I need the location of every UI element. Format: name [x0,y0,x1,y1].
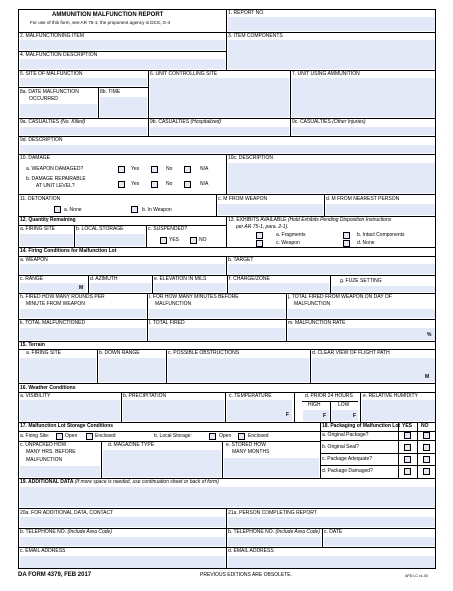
weapon-damaged-label: a. WEAPON DAMAGED? [26,166,84,172]
detonation-label: 11. DETONATION [20,196,61,202]
repairable-na-checkbox[interactable] [184,181,191,188]
azimuth-label: d. AZIMUTH [90,276,118,282]
damage-description-field[interactable] [228,163,435,193]
repairable-no-checkbox[interactable] [151,181,158,188]
weather-label: 16. Weather Conditions [20,385,76,391]
local-storage-enclosed-checkbox[interactable] [238,433,245,440]
person-completing-label: 21a. PERSON COMPLETING REPORT [228,510,317,516]
report-no-field[interactable] [228,17,435,31]
date-label-2: OCCURRED [29,96,58,102]
malfunction-rate-label: m. MALFUNCTION RATE [288,320,346,326]
prior-24-low-label: LOW [338,402,350,408]
firing-site-open-checkbox[interactable] [56,433,63,440]
package-adequate-yes[interactable] [404,456,411,463]
contact-field[interactable] [20,517,225,527]
completer-phone-field[interactable] [228,537,321,546]
contact-email-field[interactable] [20,556,225,568]
hospitalized-label: 9b. CASUALTIES (Hospitalized) [150,119,222,125]
package-damaged-no[interactable] [423,468,430,475]
damage-description-label: 10c. DESCRIPTION [228,155,274,161]
packaging-label: 18. Packaging of Malfunction Lot [322,423,401,429]
azimuth-field[interactable] [90,283,151,292]
contact-phone-field[interactable] [20,537,225,546]
malfunction-rate-unit: % [427,332,432,338]
package-damaged-yes[interactable] [404,468,411,475]
malfunction-description-label: 4. MALFUNCTION DESCRIPTION [20,52,98,58]
damage-repairable-label-2: AT UNIT LEVEL? [36,183,75,189]
date-completed-label: c. DATE [324,529,343,535]
exhibit-fragments-checkbox[interactable] [256,232,263,239]
detonation-none-checkbox[interactable] [54,206,61,213]
terrain-firing-site-field[interactable] [20,358,96,382]
minutes-before-label: i. FOR HOW MANY MINUTES BEFORE [149,294,239,300]
m-from-weapon-label: c. M FROM WEAPON [218,196,268,202]
temperature-field[interactable] [227,400,292,421]
version-tag: APD LC v1.00 [405,574,428,578]
repairable-na-label: N/A [200,181,209,187]
minutes-before-field[interactable] [149,309,285,318]
report-no-label: 1. REPORT NO. [228,10,265,16]
humidity-label: e. RELATIVE HUMIDITY [363,393,418,399]
clear-view-unit: M [425,374,430,380]
detonation-weapon-checkbox[interactable] [131,206,138,213]
obsolete-notice: PREVIOUS EDITIONS ARE OBSOLETE. [200,572,292,578]
range-field[interactable] [20,283,86,292]
malfunction-description-field[interactable] [20,59,225,69]
injuries-field[interactable] [292,127,435,135]
firing-site-enclosed-label: Enclosed [95,433,116,439]
weapon-damaged-no-checkbox[interactable] [151,166,158,173]
magazine-type-field[interactable] [103,450,221,477]
range-unit: M [79,285,84,291]
weapon-damaged-na-checkbox[interactable] [184,166,191,173]
clear-view-field[interactable] [312,358,435,382]
range-label: c. RANGE [20,276,44,282]
malfunctioning-item-label: 2. MALFUNCTIONING ITEM [20,33,84,39]
suspended-label: c. SUSPENDED? [148,226,188,232]
form-subtitle: For use of this form, see AR 75-1; the proponent agency is DCS, G-4 [30,20,171,25]
exhibits-label: 13. EXHIBITS AVAILABLE (Hold Exhibits Pending Disposition Instructions [228,217,392,223]
repairable-yes-label: Yes [131,181,140,187]
time-field[interactable] [100,97,147,117]
weapon-damaged-yes-checkbox[interactable] [118,166,125,173]
clear-view-label: d. CLEAR VIEW OF FLIGHT PATH [312,350,390,356]
local-storage-open-checkbox[interactable] [209,433,216,440]
total-fired-label: l. TOTAL FIRED [149,320,185,326]
exhibit-none-label: d. None [357,240,375,246]
damage-repairable-label: b. DAMAGE REPAIRABLE [26,176,86,182]
malfunctioning-item-field[interactable] [20,40,225,50]
damage-label: 10. DAMAGE [20,155,51,161]
total-malfunctioned-field[interactable] [20,328,146,340]
down-range-field[interactable] [99,358,165,382]
prior-24-label: d. PRIOR 24 HOURS [305,393,353,399]
terrain-firing-site-label: a. FIRING SITE [26,350,62,356]
date-field[interactable] [20,104,97,117]
weapon-damaged-no-label: No [166,166,173,172]
rounds-per-minute-label: h. FIRED HOW MANY ROUNDS PER [20,294,105,300]
fuze-setting-label: g. FUZE SETTING [340,278,382,284]
repairable-no-label: No [166,181,173,187]
packaging-no-header: NO [421,423,429,429]
visibility-field[interactable] [20,400,120,421]
suspended-no-checkbox[interactable] [190,237,197,244]
temperature-label: c. TEMPERATURE [229,393,272,399]
fuze-setting-field[interactable] [332,286,435,292]
unit-controlling-label: 6. UNIT CONTROLLING SITE [150,71,218,77]
m-from-person-label: d. M FROM NEAREST PERSON [326,196,400,202]
stored-months-field[interactable] [224,458,319,477]
completer-phone-label: b. TELEPHONE NO. (Include Area Code) [228,529,320,535]
prior-24-high-label: HIGH [308,402,321,408]
exhibit-fragments-label: a. Fragments [276,232,306,238]
total-malfunctioned-label: k. TOTAL MALFUNCTIONED [20,320,86,326]
precipitation-field[interactable] [123,400,224,421]
rounds-per-minute-label-2: MINUTE FROM WEAPON [26,301,85,307]
down-range-label: b. DOWN RANGE [99,350,140,356]
minutes-before-label-2: MALFUNCTION [155,301,192,307]
original-package-yes[interactable] [404,432,411,439]
target-label: b. TARGET [228,257,254,263]
original-seal-no[interactable] [423,444,430,451]
package-adequate-no[interactable] [423,456,430,463]
package-damaged-label: d. Package Damaged? [322,468,373,474]
killed-label: 9a. CASUALTIES (No. Killed) [20,119,86,125]
m-from-person-field[interactable] [326,204,435,215]
qty-local-storage-label: b. LOCAL STORAGE [76,226,124,232]
temperature-unit: F [286,412,290,418]
date-label: 8a. DATE MALFUNCTION [20,89,79,95]
additional-data-field[interactable] [20,487,435,507]
malfunction-rate-field[interactable] [288,328,435,340]
unit-controlling-field[interactable] [150,78,289,117]
local-storage-enclosed-label: Enclosed [248,433,269,439]
unit-using-field[interactable] [292,78,435,117]
packaging-yes-header: YES [402,423,413,429]
unit-using-label: 7. UNIT USING AMMUNITION [292,71,360,77]
qty-firing-site-label: a. FIRING SITE [20,226,56,232]
original-package-label: a. Original Package? [322,432,369,438]
weapon-damaged-na-label: N/A [200,166,209,172]
firing-site-enclosed-checkbox[interactable] [86,433,93,440]
obstructions-field[interactable] [168,358,309,382]
m-from-weapon-field[interactable] [218,204,323,215]
firing-conditions-label: 14. Firing Conditions for Malfunction Lot [20,248,117,254]
form-number: DA FORM 4379, FEB 2017 [18,572,92,578]
humidity-field[interactable] [362,400,435,421]
time-label: 8b. TIME [100,89,121,95]
charge-zone-field[interactable] [229,283,329,292]
site-field[interactable] [20,78,147,86]
weapon-label: a. WEAPON [20,257,48,263]
detonation-weapon-label: b. In Weapon [142,207,172,213]
total-fired-field[interactable] [149,328,285,340]
precipitation-label: b. PRECIPITATION [123,393,167,399]
contact-label: 20a. FOR ADDITIONAL DATA, CONTACT [20,510,114,516]
unpacked-hours-field[interactable] [20,466,100,477]
hospitalized-field[interactable] [150,127,289,135]
suspended-yes-label: YES [169,237,180,243]
prior-24-high-unit: F [323,413,327,419]
original-package-no[interactable] [423,432,430,439]
stored-months-label-2: MANY MONTHS [232,449,270,455]
site-label: 5. SITE OF MALFUNCTION [20,71,83,77]
elevation-field[interactable] [154,283,226,292]
contact-phone-label: b. TELEPHONE NO. (Include Area Code) [20,529,112,535]
total-fired-day-label-2: MALFUNCTION [294,301,331,307]
form-title: AMMUNITION MALFUNCTION REPORT [52,12,164,18]
injuries-label: 9c. CASUALTIES (Other Injuries) [292,119,366,125]
completer-email-field[interactable] [228,556,435,568]
suspended-yes-checkbox[interactable] [160,237,167,244]
storage-conditions-label: 17. Malfunction Lot Storage Conditions [20,423,114,429]
repairable-yes-checkbox[interactable] [118,181,125,188]
person-completing-field[interactable] [228,517,435,527]
terrain-label: 15. Terrain [20,342,45,348]
rounds-per-minute-field[interactable] [20,309,146,318]
unpacked-hours-label-3: MALFUNCTION [26,457,63,463]
firing-site-open-label: Open [65,433,78,439]
casualty-description-label: 9d. DESCRIPTION [20,137,63,143]
casualty-description-field[interactable] [20,145,435,153]
exhibit-weapon-checkbox[interactable] [256,240,263,247]
exhibit-intact-checkbox[interactable] [343,232,350,239]
original-seal-label: b. Original Seal? [322,444,359,450]
original-seal-yes[interactable] [404,444,411,451]
exhibit-none-checkbox[interactable] [343,240,350,247]
completer-email-label: d. EMAIL ADDRESS [228,548,274,554]
contact-email-label: c. EMAIL ADDRESS [20,548,66,554]
qty-local-storage-field[interactable] [76,234,145,246]
elevation-label: e. ELEVATION IN MILS [154,276,207,282]
exhibits-label-2: per AR 75-1, para. 2-1). [236,224,289,230]
weapon-field[interactable] [20,264,225,274]
total-fired-day-field[interactable] [288,309,435,318]
prior-24-low-unit: F [353,413,357,419]
item-components-field[interactable] [228,40,435,69]
additional-data-label: 19. ADDITIONAL DATA (If more space is needed, use continuation sheet or back of form) [20,479,219,485]
total-fired-day-label: j. TOTAL FIRED FROM WEAPON ON DAY OF [288,294,392,300]
exhibit-intact-label: b. Intact Components [357,232,405,238]
item-components-label: 3. ITEM COMPONENTS [228,33,283,39]
package-adequate-label: c. Package Adequate? [322,456,373,462]
date-completed-field[interactable] [324,537,435,546]
exhibit-weapon-label: c. Weapon [276,240,300,246]
detonation-none-label: a. None [64,207,82,213]
unpacked-hours-label: c. UNPACKED HOW [20,442,67,448]
magazine-type-label: d. MAGAZINE TYPE [108,442,155,448]
visibility-label: a. VISIBILITY [20,393,51,399]
qty-firing-site-field[interactable] [20,234,73,246]
local-storage-label: b. Local Storage: [154,433,192,439]
weapon-damaged-yes-label: Yes [131,166,140,172]
charge-zone-label: f. CHARGE/ZONE [229,276,270,282]
suspended-no-label: NO [199,237,207,243]
obstructions-label: c. POSSIBLE OBSTRUCTIONS [168,350,240,356]
local-storage-open-label: Open [219,433,232,439]
killed-field[interactable] [20,127,147,135]
stored-months-label: e. STORED HOW [226,442,266,448]
quantity-remaining-label: 12. Quantity Remaining [20,217,76,223]
target-field[interactable] [228,264,435,274]
firing-site-storage-label: a. Firing Site: [20,433,50,439]
unpacked-hours-label-2: MANY HRS. BEFORE [26,449,76,455]
